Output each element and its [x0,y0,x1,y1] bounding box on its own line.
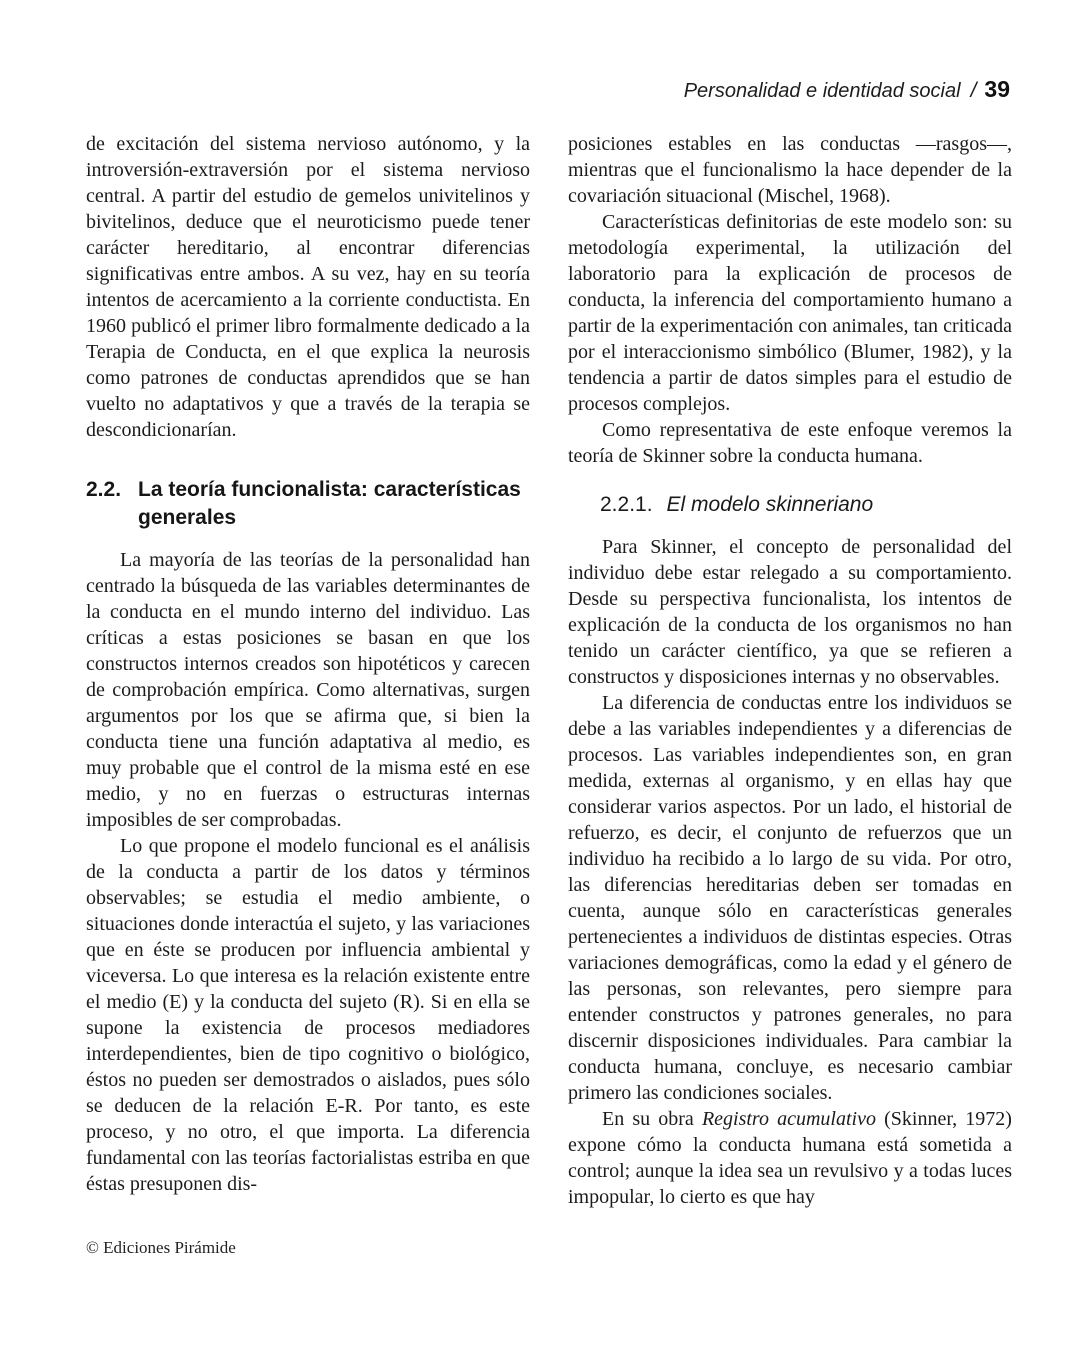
right-paragraph-6 [568,1106,1012,1210]
book-title-italic: Registro acumulativo [701,1108,876,1130]
paragraph-text-suffix: (Skinner, 1972) expone cómo la conducta humana está sometida a control; aunque la idea sea un revulsivo y a todas luces impopular, lo cierto es que hay [568,1108,1012,1208]
left-column [86,131,530,1210]
section-heading-2-2 [86,476,530,532]
right-paragraph-2: Características definitorias de este modelo son: su metodología experimental, la utilización del laboratorio para la explicación de procesos de conducta, la inferencia del comportamiento humano a partir de la experimentación con animales, tan criticada por el interaccionismo simbólico (Blumer, 1982), y la tendencia a partir de datos simples para el estudio de procesos complejos. [568,211,1012,415]
running-header [684,76,1010,103]
right-paragraph-continuation: posiciones estables en las conductas —rasgos—, mientras que el funcionalismo la hace depender de la covariación situacional (Mischel, 1968). [568,133,1012,207]
subsection-heading-2-2-1 [600,491,1012,518]
two-column-body [86,131,1012,1210]
left-paragraph-2: La mayoría de las teorías de la personalidad han centrado la búsqueda de las variables determinantes de la conducta en el mundo interno del individuo. Las críticas a estas posiciones se basan en que los constructos internos creados son hipotéticos y carecen de comprobación empírica. Como alternativas, surgen argumentos por los que se afirma que, si bien la conducta tiene una función adaptativa al medio, es muy probable que el control de la misma esté en ese medio, y no en fuerzas o estructuras internas imposibles de ser comprobadas. [86,549,530,831]
section-heading-text: La teoría funcionalista: características generales [138,478,521,529]
subsection-heading-number: 2.2.1. [600,493,653,516]
right-column [568,131,1012,1210]
section-heading-number: 2.2. [86,478,122,501]
left-paragraph-continuation: de excitación del sistema nervioso autónomo, y la introversión-extraversión por el sistema nervioso central. A partir del estudio de gemelos univitelinos y bivitelinos, deduce que el neuroticismo puede tener carácter hereditario, al encontrar diferencias significativas entre ambos. A su vez, hay en su teoría intentos de acercamiento a la corriente conductista. En 1960 publicó el primer libro formalmente dedicado a la Terapia de Conducta, en el que explica la neurosis como patrones de conductas aprendidos que se han vuelto no adaptativos y que a través de la terapia se descondicionarían. [86,133,530,441]
right-paragraph-4: Para Skinner, el concepto de personalidad del individuo debe estar relegado a su comportamiento. Desde su perspectiva funcionalista, los intentos de explicación de la conducta de los organismos no han tenido un carácter científico, ya que se refieren a constructos y disposiciones internas y no observables. [568,536,1012,688]
subsection-heading-text: El modelo skinneriano [666,493,874,516]
page-number: 39 [984,76,1010,102]
right-paragraph-5: La diferencia de conductas entre los individuos se debe a las variables independientes y a diferencias de procesos. Las variables independientes son, en gran medida, externas al organismo, y en ellas hay que considerar varios aspectos. Por un lado, el historial de refuerzo, es decir, el conjunto de refuerzos que un individuo ha recibido a lo largo de su vida. Por otro, las diferencias hereditarias deben ser tomadas en cuenta, aunque sólo en características generales pertenecientes a individuos de distintas especies. Otras variaciones demográficas, como la edad y el género de las personas, son relevantes, pero siempre para entender constructos y patrones generales, no para discernir disposiciones individuales. Para cambiar la conducta humana, concluye, es necesario cambiar primero las condiciones sociales. [568,692,1012,1104]
paragraph-text-prefix: En su obra [602,1108,702,1130]
right-paragraph-3: Como representativa de este enfoque veremos la teoría de Skinner sobre la conducta humana. [568,419,1012,467]
left-paragraph-3: Lo que propone el modelo funcional es el análisis de la conducta a partir de los datos y términos observables; se estudia el medio ambiente, o situaciones donde interactúa el sujeto, y las variaciones que en éste se producen por influencia ambiental y viceversa. Lo que interesa es la relación existente entre el medio (E) y la conducta del sujeto (R). Si en ella se supone la existencia de procesos mediadores interdependientes, bien de tipo cognitivo o biológico, éstos no pueden ser demostrados o aislados, pues sólo se deducen de la relación E-R. Por tanto, es este proceso, y no otro, el que importa. La diferencia fundamental con las teorías factorialistas estriba en que éstas presuponen dis- [86,835,530,1195]
header-separator: / [970,79,977,102]
copyright-footer: © Ediciones Pirámide [86,1238,236,1257]
running-title: Personalidad e identidad social [683,80,961,102]
